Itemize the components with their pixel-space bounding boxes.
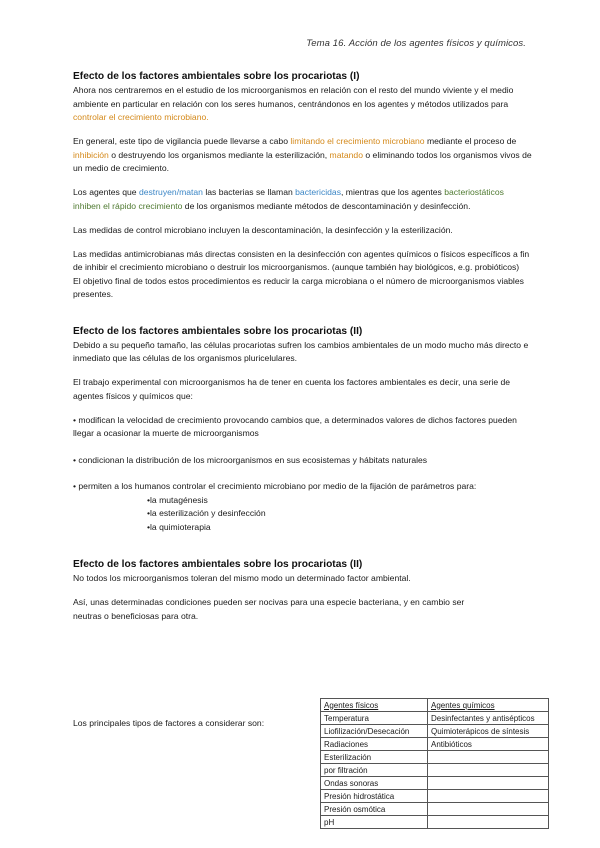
- table-row: [321, 777, 549, 790]
- table-cell: Desinfectantes y antisépticos: [428, 712, 549, 725]
- page-header: Tema 16. Acción de los agentes físicos y químicos.: [306, 38, 526, 49]
- table-cell: pH: [321, 816, 428, 829]
- highlight-destruyen: destruyen/matan: [138, 187, 203, 197]
- table-cell: [428, 816, 549, 829]
- table-cell: Presión hidrostática: [321, 790, 428, 803]
- table-cell: [428, 751, 549, 764]
- table-cell: Ondas sonoras: [321, 777, 428, 790]
- table-cell: [428, 790, 549, 803]
- table-cell: Antibióticos: [428, 738, 549, 751]
- table-row: [321, 712, 549, 725]
- table-cell: [428, 764, 549, 777]
- highlight-limitando: limitando el crecimiento microbiano: [290, 136, 425, 146]
- header-chemical: Agentes químicos: [428, 699, 549, 712]
- section-1-paragraph-3: Los agentes que destruyen/matan las bacterias se llaman bactericidas, mientras que los agentes bacteriostáticos inhiben el rápido crecimiento de los organismos mediante métodos de descontaminación y desinfección.: [73, 187, 504, 211]
- bullet-permiten: • permiten a los humanos controlar el crecimiento microbiano por medio de la fijación de parámetros para:: [73, 481, 477, 491]
- table-cell: Radiaciones: [321, 738, 428, 751]
- table-header-row: [321, 699, 549, 712]
- section-2-title: Efecto de los factores ambientales sobre los procariotas (II): [73, 325, 363, 337]
- section-3-title: Efecto de los factores ambientales sobre los procariotas (II): [73, 559, 363, 570]
- document-body: [73, 70, 533, 623]
- table-cell: Quimioterápicos de síntesis: [428, 725, 549, 738]
- sub-bullet: •la quimioterapia: [147, 521, 211, 532]
- table-row: [321, 725, 549, 738]
- table-row: [321, 816, 549, 829]
- section-2-paragraph-2: El trabajo experimental con microorganismos ha de tener en cuenta los factores ambientales es decir, una serie de agentes físicos y químicos que:: [73, 377, 511, 401]
- section-1-paragraph-2: En general, este tipo de vigilancia puede llevarse a cabo limitando el crecimiento microbiano mediante el proceso de inhibición o destruyendo los organismos mediante la esterilización, matando o eliminando todos los organismos vivos de un medio de crecimiento.: [73, 136, 532, 173]
- section-1-paragraph-4: Las medidas de control microbiano incluyen la descontaminación, la desinfección y la esterilización.: [73, 224, 453, 235]
- section-1-paragraph-1: Ahora nos centraremos en el estudio de los microorganismos en relación con el resto del mundo viviente y el medio ambiente en particular en relación con los seres humanos, centrándonos en los agentes y métodos utilizados para controlar el crecimiento microbiano.: [73, 85, 514, 122]
- highlight-bactericidas: bactericidas: [295, 187, 342, 197]
- highlight-inhibicion: inhibición: [73, 149, 109, 160]
- highlight-bacteriostaticos: bacteriostáticos inhiben el rápido crecimiento: [73, 187, 504, 211]
- bullet-condicionan: • condicionan la distribución de los microorganismos en sus ecosistemas y hábitats naturales: [73, 454, 428, 465]
- table-row: [321, 751, 549, 764]
- section-1-paragraph-5: Las medidas antimicrobianas más directas consisten en la desinfección con agentes químicos o físicos específicos a fin de inhibir el crecimiento microbiano o destruir los microorganismos. (aunque también hay biológicos, e.g. probióticos): [73, 248, 530, 272]
- section-1-title: Efecto de los factores ambientales sobre los procariotas (I): [73, 71, 360, 82]
- highlight-matando: matando: [329, 149, 363, 160]
- section-3-paragraph-1: No todos los microorganismos toleran del mismo modo un determinado factor ambiental.: [73, 573, 411, 583]
- section-1-paragraph-6: El objetivo final de todos estos procedimientos es reducir la carga microbiana o el número de microorganismos viables presentes.: [73, 275, 524, 299]
- table-cell: Presión osmótica: [321, 803, 428, 816]
- table-row: [321, 790, 549, 803]
- table-row: [321, 738, 549, 751]
- table-row: [321, 764, 549, 777]
- table-cell: Esterilización: [321, 751, 428, 764]
- sub-bullet: •la mutagénesis: [147, 494, 208, 505]
- header-physical: Agentes físicos: [321, 699, 428, 712]
- bullet-modifican: • modifican la velocidad de crecimiento provocando cambios que, a determinados valores de dichos factores pueden llegar a ocasionar la muerte de microorganismos: [73, 414, 517, 438]
- factors-table: [320, 698, 549, 829]
- highlight-control: controlar el crecimiento microbiano.: [73, 112, 209, 122]
- table-cell: Liofilización/Desecación: [321, 725, 428, 738]
- sub-bullet: •la esterilización y desinfección: [147, 508, 266, 518]
- table-row: [321, 803, 549, 816]
- table-cell: Temperatura: [321, 712, 428, 725]
- factors-label: Los principales tipos de factores a considerar son:: [73, 718, 265, 728]
- table-cell: [428, 803, 549, 816]
- section-3-paragraph-2: Así, unas determinadas condiciones pueden ser nocivas para una especie bacteriana, y en cambio ser neutras o beneficiosas para otra.: [73, 597, 465, 621]
- section-2-paragraph-1: Debido a su pequeño tamaño, las células procariotas sufren los cambios ambientales de un modo mucho más directo e inmediato que las células de los organismos pluricelulares.: [73, 339, 529, 363]
- table-cell: [428, 777, 549, 790]
- table-cell: por filtración: [321, 764, 428, 777]
